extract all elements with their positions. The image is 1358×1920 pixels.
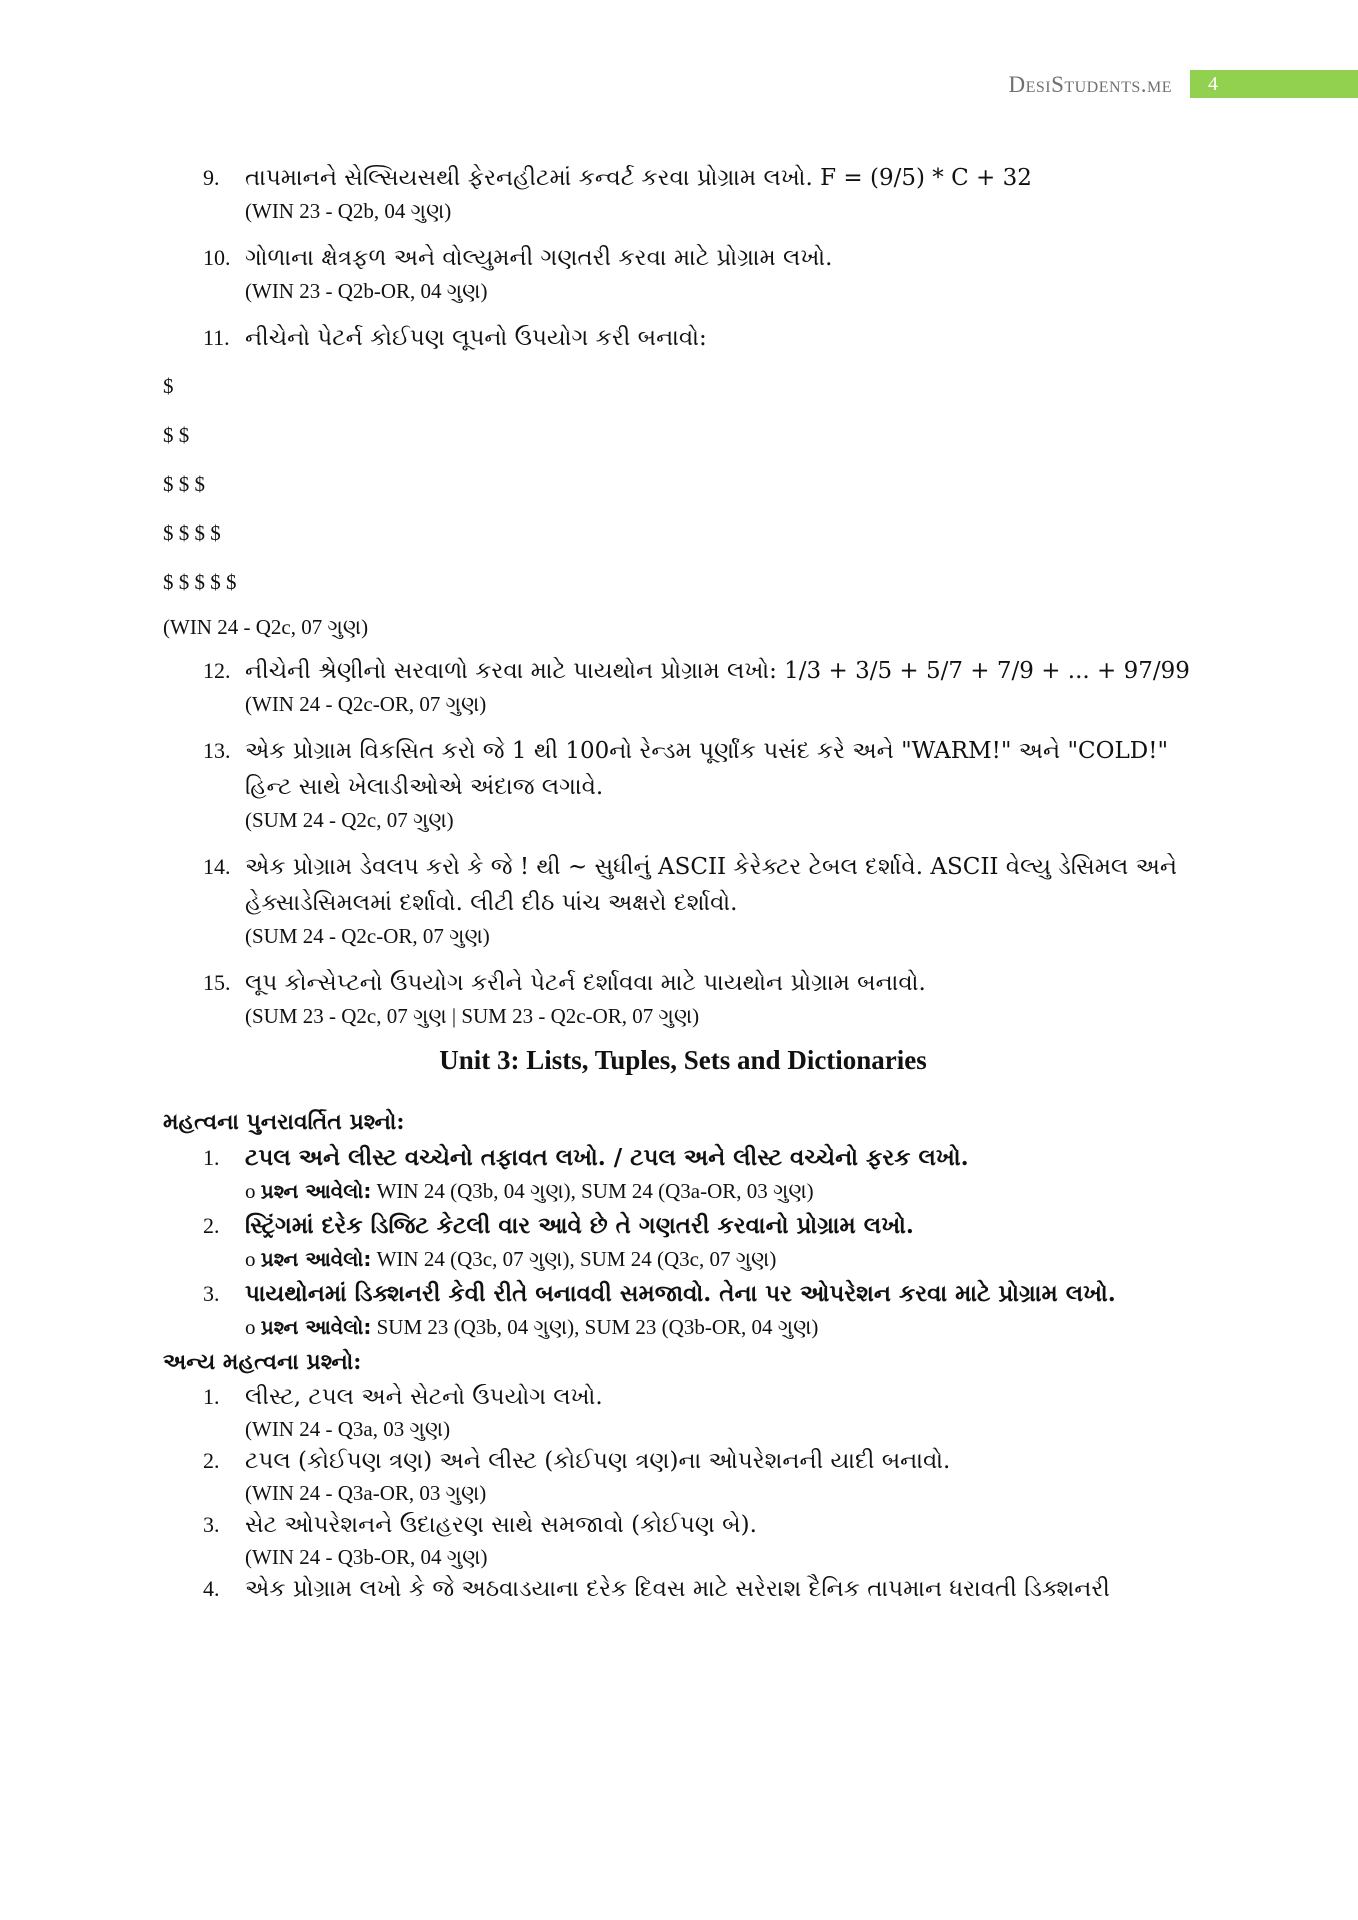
other-question: [163, 1444, 1203, 1508]
question-ref: (WIN 23 - Q2b, 04 ગુણ): [245, 199, 452, 223]
page-header: [0, 70, 1358, 100]
question-ref: (WIN 24 - Q3a-OR, 03 ગુણ): [245, 1481, 487, 1505]
question-ref: (WIN 24 - Q2c-OR, 07 ગુણ): [245, 692, 487, 716]
asked-value: WIN 24 (Q3c, 07 ગુણ), SUM 24 (Q3c, 07 ગુણ): [376, 1247, 777, 1271]
question-item: [163, 653, 1203, 719]
question-number: 3.: [203, 1512, 220, 1537]
important-question: [163, 1276, 1203, 1342]
question-number: 12.: [203, 658, 231, 683]
important-question: [163, 1208, 1203, 1274]
question-ref: (SUM 24 - Q2c-OR, 07 ગુણ): [245, 924, 490, 948]
question-number: 2.: [203, 1213, 220, 1238]
question-text: તાપમાનને સેલ્સિયસથી ફેરનહીટમાં કન્વર્ટ કરવા પ્રોગ્રામ લખો. F = (9/5) * C + 32: [245, 165, 1032, 191]
bullet: o: [245, 1315, 256, 1339]
question-ref: (WIN 24 - Q3a, 03 ગુણ): [245, 1417, 451, 1441]
other-question: [163, 1508, 1203, 1572]
asked-value: WIN 24 (Q3b, 04 ગુણ), SUM 24 (Q3a-OR, 03 ગુણ): [376, 1179, 814, 1203]
question-text: સ્ટ્રિંગમાં દરેક ડિજિટ કેટલી વાર આવે છે તે ગણતરી કરવાનો પ્રોગ્રામ લખો.: [245, 1212, 914, 1239]
question-text: નીચેની શ્રેણીનો સરવાળો કરવા માટે પાયથોન પ્રોગ્રામ લખો: 1/3 + 3/5 + 5/7 + 7/9 + ... + 97/99: [245, 658, 1190, 684]
asked-line: [245, 1244, 1203, 1274]
page-number: 4: [1208, 73, 1218, 95]
question-number: 14.: [203, 854, 231, 879]
question-text: એક પ્રોગ્રામ ડેવલપ કરો કે જે ! થી ~ સુધીનું ASCII કેરેક્ટર ટેબલ દર્શાવે. ASCII વેલ્યુ ડેસિમલ અને હેક્સાડેસિમલમાં દર્શાવો. લીટી દીઠ પાંચ અક્ષરો દર્શાવો.: [245, 854, 1178, 916]
pattern-line: $ $ $ $: [163, 521, 221, 545]
question-item: [163, 965, 1203, 1031]
question-number: 3.: [203, 1281, 220, 1306]
question-number: 10.: [203, 245, 231, 270]
question-number: 4.: [203, 1576, 220, 1601]
question-number: 1.: [203, 1145, 220, 1170]
question-item: [163, 240, 1203, 306]
asked-label: પ્રશ્ન આવેલો:: [260, 1247, 372, 1271]
asked-label: પ્રશ્ન આવેલો:: [260, 1179, 372, 1203]
question-text: સેટ ઓપરેશનને ઉદાહરણ સાથે સમજાવો (કોઈપણ બે).: [245, 1512, 757, 1538]
question-number: 11.: [203, 325, 230, 350]
question-text: લૂપ કોન્સેપ્ટનો ઉપયોગ કરીને પેટર્ન દર્શાવવા માટે પાયથોન પ્રોગ્રામ બનાવો.: [245, 970, 926, 996]
question-ref: (WIN 24 - Q3b-OR, 04 ગુણ): [245, 1545, 488, 1569]
bullet: o: [245, 1247, 256, 1271]
other-heading: અન્ય મહત્વના પ્રશ્નો:: [163, 1349, 362, 1375]
question-number: 13.: [203, 738, 231, 763]
important-heading: મહત્વના પુનરાવર્તિત પ્રશ્નો:: [163, 1109, 405, 1135]
question-number: 1.: [203, 1384, 220, 1409]
question-ref: (SUM 24 - Q2c, 07 ગુણ): [245, 808, 454, 832]
pattern-line: $ $ $: [163, 472, 205, 496]
pattern-line: $ $ $ $ $: [163, 570, 237, 594]
asked-label: પ્રશ્ન આવેલો:: [260, 1315, 372, 1339]
pattern-ref: (WIN 24 - Q2c, 07 ગુણ): [163, 615, 369, 639]
question-number: 15.: [203, 970, 231, 995]
question-text: ટપલ અને લીસ્ટ વચ્ચેનો તફાવત લખો. / ટપલ અને લીસ્ટ વચ્ચેનો ફરક લખો.: [245, 1144, 969, 1171]
question-text: એક પ્રોગ્રામ વિકસિત કરો જે 1 થી 100નો રેન્ડમ પૂર્ણાંક પસંદ કરે અને "WARM!" અને "COLD!" હિન્ટ સાથે ખેલાડીઓએ અંદાજ લગાવે.: [245, 738, 1169, 800]
pattern-line: $: [163, 374, 174, 398]
question-item: [163, 733, 1203, 835]
pattern-line: $ $: [163, 423, 190, 447]
question-ref: (WIN 23 - Q2b-OR, 04 ગુણ): [245, 279, 488, 303]
question-number: 9.: [203, 165, 220, 190]
other-question: [163, 1380, 1203, 1444]
asked-value: SUM 23 (Q3b, 04 ગુણ), SUM 23 (Q3b-OR, 04 ગુણ): [376, 1315, 819, 1339]
question-item: [163, 320, 1203, 356]
site-name: DesiStudents.me: [1008, 72, 1172, 97]
unit-heading: Unit 3: Lists, Tuples, Sets and Dictionaries: [439, 1045, 927, 1075]
question-text: નીચેનો પેટર્ન કોઈપણ લૂપનો ઉપયોગ કરી બનાવો:: [245, 325, 707, 351]
asked-line: [245, 1176, 1203, 1206]
question-ref: (SUM 23 - Q2c, 07 ગુણ | SUM 23 - Q2c-OR, 07 ગુણ): [245, 1004, 700, 1028]
question-item: [163, 849, 1203, 951]
question-text: ગોળાના ક્ષેત્રફળ અને વોલ્યુમની ગણતરી કરવા માટે પ્રોગ્રામ લખો.: [245, 245, 833, 271]
other-question: [163, 1572, 1203, 1606]
dollar-pattern: [163, 362, 1203, 607]
page-content: [163, 160, 1203, 1606]
question-text: ટપલ (કોઈપણ ત્રણ) અને લીસ્ટ (કોઈપણ ત્રણ)ના ઓપરેશનની યાદી બનાવો.: [245, 1448, 951, 1474]
bullet: o: [245, 1179, 256, 1203]
page-number-box: [1190, 70, 1358, 98]
question-text: એક પ્રોગ્રામ લખો કે જે અઠવાડયાના દરેક દિવસ માટે સરેરાશ દૈનિક તાપમાન ધરાવતી ડિક્શનરી: [245, 1576, 1110, 1602]
important-question: [163, 1140, 1203, 1206]
question-text: લીસ્ટ, ટપલ અને સેટનો ઉપયોગ લખો.: [245, 1384, 603, 1410]
asked-line: [245, 1312, 1203, 1342]
question-item: [163, 160, 1203, 226]
question-text: પાયથોનમાં ડિક્શનરી કેવી રીતે બનાવવી સમજાવો. તેના પર ઓપરેશન કરવા માટે પ્રોગ્રામ લખો.: [245, 1280, 1116, 1307]
question-number: 2.: [203, 1448, 220, 1473]
